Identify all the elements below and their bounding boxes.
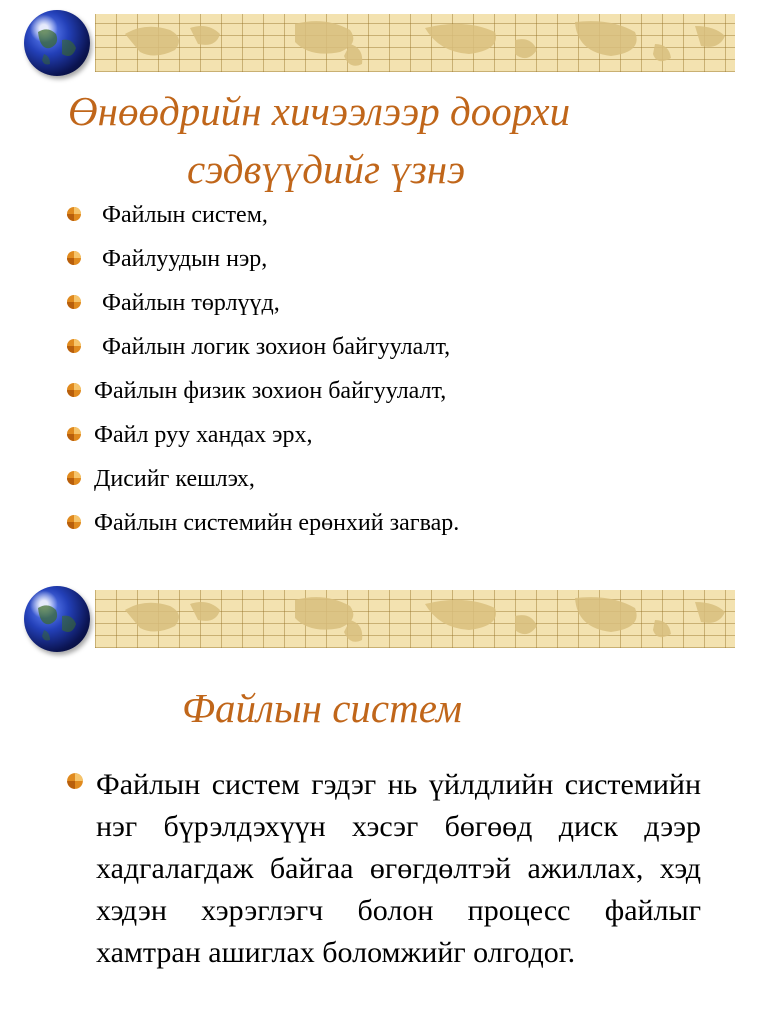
list-item-label: Файлын системийн ерөнхий загвар. [94, 510, 460, 536]
list-item-label: Файлын систем, [102, 202, 268, 228]
list-item-label: Дисийг кешлэх, [94, 466, 255, 492]
definition-paragraph [66, 764, 701, 974]
title-line-1: Өнөөдрийн хичээлээр доорхи [68, 88, 571, 134]
globe-icon [24, 586, 90, 652]
bullet-icon [66, 772, 84, 790]
bullet-icon [66, 514, 82, 530]
list-item-label: Файлын логик зохион байгуулалт, [102, 334, 451, 360]
title-line-2: сэдвүүдийг үзнэ [187, 146, 466, 192]
list-item [66, 244, 459, 288]
bullet-icon [66, 294, 82, 310]
list-item [66, 376, 459, 420]
list-item [66, 288, 459, 332]
list-item [66, 508, 459, 552]
bullet-icon [66, 470, 82, 486]
list-item [66, 464, 459, 508]
bullet-icon [66, 338, 82, 354]
globe-icon [24, 10, 90, 76]
bullet-icon [66, 426, 82, 442]
list-item [66, 332, 459, 376]
world-map-graphic [95, 590, 735, 648]
list-item [66, 200, 459, 244]
world-map-banner [95, 590, 735, 648]
list-item-label: Файлын физик зохион байгуулалт, [94, 378, 447, 404]
world-map-banner [95, 14, 735, 72]
slide-2-title: Файлын систем [182, 685, 463, 731]
list-item-label: Файл руу хандах эрх, [94, 422, 313, 448]
topic-list [66, 200, 459, 552]
bullet-icon [66, 250, 82, 266]
list-item-label: Файлуудын нэр, [102, 246, 268, 272]
bullet-icon [66, 206, 82, 222]
slide-2 [0, 576, 768, 1024]
bullet-icon [66, 382, 82, 398]
world-map-graphic [95, 14, 735, 72]
list-item [66, 420, 459, 464]
paragraph-text: Файлын систем гэдэг нь үйлдлийн системийн нэг бүрэлдэхүүн хэсэг бөгөөд диск дээр хадгалагдаж байгаа өгөгдөлтэй ажиллах, хэд хэдэн хэрэглэгч болон процесс файлыг хамтран ашиглах боломжийг олгодог. [96, 768, 701, 969]
list-item-label: Файлын төрлүүд, [102, 290, 280, 316]
